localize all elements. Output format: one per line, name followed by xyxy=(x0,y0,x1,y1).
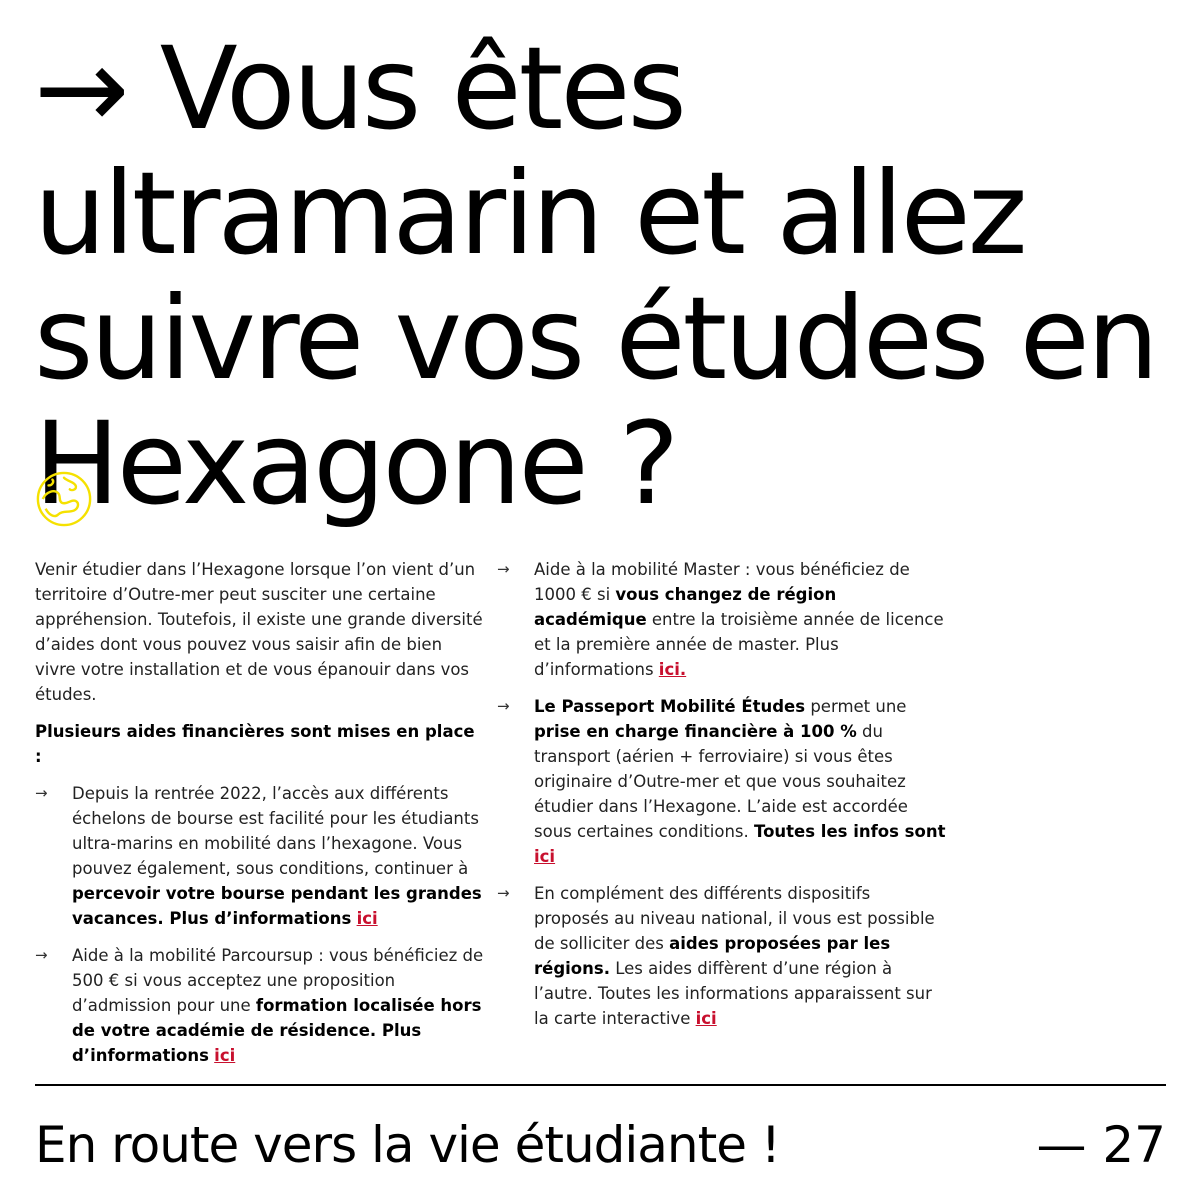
left-column xyxy=(35,557,485,1080)
item-bold-text: vous changez de région académique xyxy=(534,585,837,629)
intro-paragraph: Venir étudier dans l’Hexagone lorsque l’on vient d’un territoire d’Outre-mer peut susciter une certaine appréhension. Toutefois, il existe une grande diversité d’aides dont vous pouvez vous saisir afin de bien vivre votre installation et de vous épanouir dans vos études. xyxy=(35,560,483,704)
page-number: — 27 xyxy=(1036,1116,1166,1174)
info-link[interactable]: ici. xyxy=(658,660,687,679)
item-bold-text: aides proposées par les régions. xyxy=(534,934,891,978)
list-item-regions xyxy=(497,881,949,1031)
arrow-icon: → xyxy=(497,697,510,715)
item-text: Aide à la mobilité Master : vous bénéficiez de 1000 € si xyxy=(534,560,910,604)
globe-icon xyxy=(35,470,93,528)
item-bold-text: percevoir votre bourse pendant les grandes vacances. Plus d’informations xyxy=(72,884,482,928)
info-link[interactable]: ici xyxy=(214,1046,236,1065)
item-bold-text: prise en charge financière à 100 % xyxy=(534,722,857,741)
item-text: du transport (aérien + ferroviaire) si vous êtes originaire d’Outre-mer et que vous souhaitez étudier dans l’Hexagone. L’aide est accordée sous certaines conditions. xyxy=(534,722,908,841)
page-title: → Vous êtes ultramarin et allez suivre vos études en Hexagone ? xyxy=(34,22,1156,530)
item-text: Depuis la rentrée 2022, l’accès aux différents échelons de bourse est facilité pour les étudiants ultra-marins en mobilité dans l’hexagone. Vous pouvez également, sous conditions, continuer à xyxy=(72,784,479,878)
list-item-parcoursup xyxy=(35,943,485,1068)
arrow-icon: → xyxy=(35,784,48,802)
info-link[interactable]: ici xyxy=(356,909,378,928)
list-item-bourse xyxy=(35,781,485,931)
item-text: En complément des différents dispositifs proposés au niveau national, il vous est possible de solliciter des xyxy=(534,884,935,953)
aid-subheading: Plusieurs aides financières sont mises en place : xyxy=(35,722,475,766)
footer-title: En route vers la vie étudiante ! xyxy=(35,1116,780,1174)
item-text: permet une xyxy=(805,697,907,716)
item-bold-text: Le Passeport Mobilité Études xyxy=(534,697,806,716)
info-link[interactable]: ici xyxy=(695,1009,717,1028)
info-link[interactable]: ici xyxy=(534,847,556,866)
list-item-passeport xyxy=(497,694,949,869)
item-text: Les aides diffèrent d’une région à l’autre. Toutes les informations apparaissent sur la carte interactive xyxy=(534,959,932,1028)
list-item-master xyxy=(497,557,949,682)
arrow-icon: → xyxy=(497,884,510,902)
item-text: Aide à la mobilité Parcoursup : vous bénéficiez de 500 € si vous acceptez une proposition d’admission pour une xyxy=(72,946,484,1015)
item-text: entre la troisième année de licence et la première année de master. Plus d’informations xyxy=(534,610,944,679)
item-bold-text: Toutes les infos sont xyxy=(754,822,946,841)
item-bold-text: formation localisée hors de votre académie de résidence. Plus d’informations xyxy=(72,996,482,1065)
footer-divider xyxy=(35,1084,1166,1086)
arrow-icon: → xyxy=(35,946,48,964)
right-column xyxy=(497,557,949,1043)
arrow-icon: → xyxy=(497,560,510,578)
